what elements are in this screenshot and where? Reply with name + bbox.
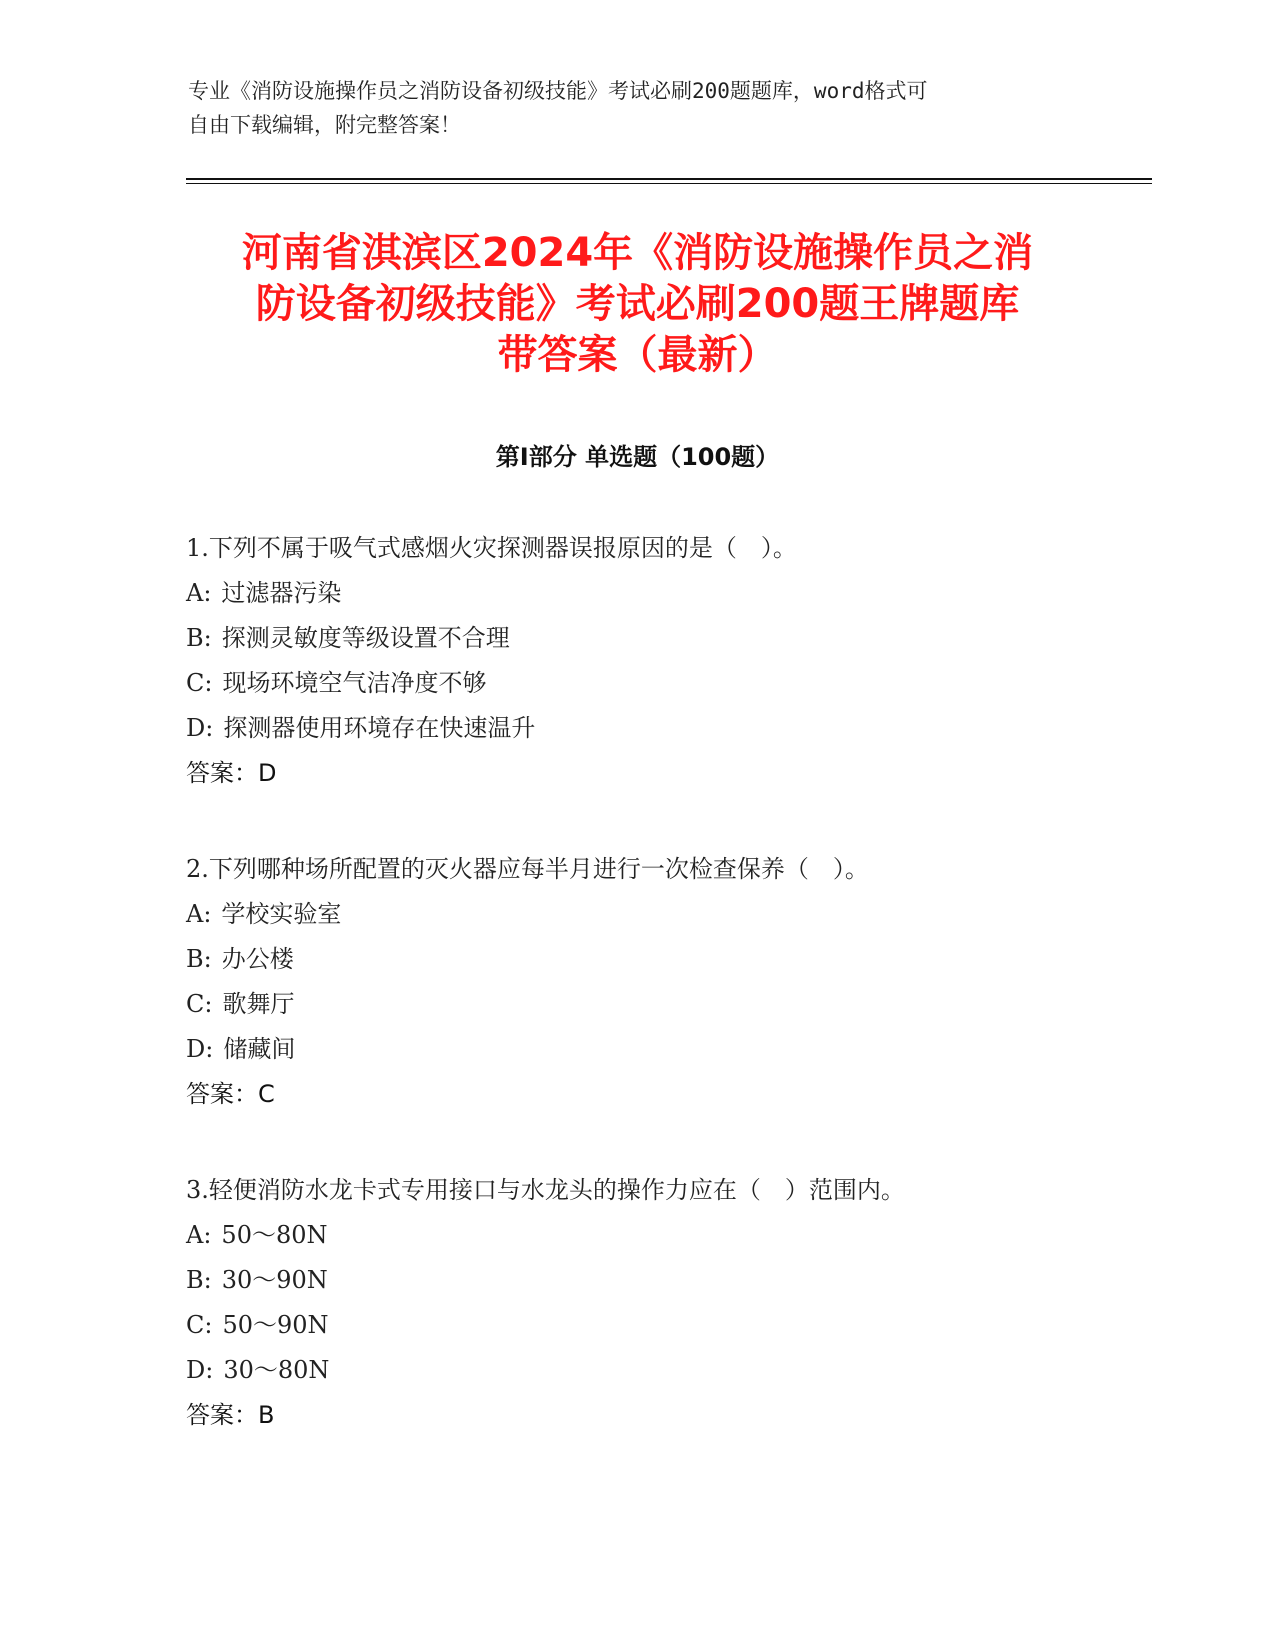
option-key: D:	[186, 714, 214, 742]
option-key: B:	[186, 945, 212, 973]
header-divider-thick	[186, 178, 1152, 180]
answer: 答案：B	[186, 1401, 275, 1429]
option-key: B:	[186, 624, 212, 652]
section-heading: 第Ⅰ部分 单选题（100题）	[495, 443, 780, 471]
option-c	[186, 982, 1146, 1027]
option-text: 歌舞厅	[222, 990, 295, 1018]
option-text: 30～90N	[221, 1266, 328, 1294]
question-text: 2.下列哪种场所配置的灭火器应每半月进行一次检查保养（ ）。	[186, 855, 869, 883]
option-a	[186, 1213, 1146, 1258]
option-key: C:	[186, 990, 213, 1018]
option-text: 现场环境空气洁净度不够	[222, 669, 487, 697]
option-d	[186, 1027, 1146, 1072]
option-key: C:	[186, 669, 213, 697]
document-title-line-1: 河南省淇滨区2024年《消防设施操作员之消	[241, 230, 1034, 276]
header-note-line-2: 自由下载编辑，附完整答案！	[188, 113, 461, 137]
option-text: 30～80N	[223, 1356, 330, 1384]
option-c	[186, 1303, 1146, 1348]
option-key: A:	[186, 900, 212, 928]
option-a	[186, 571, 1146, 616]
question-text: 1.下列不属于吸气式感烟火灾探测器误报原因的是（ ）。	[186, 534, 797, 562]
option-text: 探测器使用环境存在快速温升	[223, 714, 536, 742]
option-b	[186, 616, 1146, 661]
option-c	[186, 661, 1146, 706]
question-text: 3.轻便消防水龙卡式专用接口与水龙头的操作力应在（ ）范围内。	[186, 1176, 905, 1204]
option-text: 办公楼	[221, 945, 294, 973]
option-key: A:	[186, 1221, 212, 1249]
answer: 答案：D	[186, 759, 277, 787]
document-title	[160, 228, 1115, 381]
option-key: D:	[186, 1035, 214, 1063]
option-d	[186, 1348, 1146, 1393]
option-b	[186, 937, 1146, 982]
option-a	[186, 892, 1146, 937]
option-b	[186, 1258, 1146, 1303]
header-divider-thin	[186, 183, 1152, 184]
question-list	[186, 526, 1146, 1489]
header-note-line-1: 专业《消防设施操作员之消防设备初级技能》考试必刷200题题库，word格式可	[188, 79, 928, 103]
answer: 答案：C	[186, 1080, 275, 1108]
question-1	[186, 526, 1146, 796]
option-text: 过滤器污染	[221, 579, 342, 607]
document-title-line-3: 带答案（最新）	[497, 332, 778, 378]
question-2	[186, 847, 1146, 1117]
option-key: D:	[186, 1356, 214, 1384]
document-title-line-2: 防设备初级技能》考试必刷200题王牌题库	[255, 281, 1020, 327]
option-text: 学校实验室	[221, 900, 342, 928]
option-key: C:	[186, 1311, 213, 1339]
option-text: 50～80N	[221, 1221, 328, 1249]
option-text: 50～90N	[222, 1311, 329, 1339]
question-3	[186, 1168, 1146, 1438]
option-d	[186, 706, 1146, 751]
header-note	[188, 74, 1088, 142]
option-key: A:	[186, 579, 212, 607]
option-text: 探测灵敏度等级设置不合理	[221, 624, 510, 652]
option-text: 储藏间	[223, 1035, 296, 1063]
option-key: B:	[186, 1266, 212, 1294]
